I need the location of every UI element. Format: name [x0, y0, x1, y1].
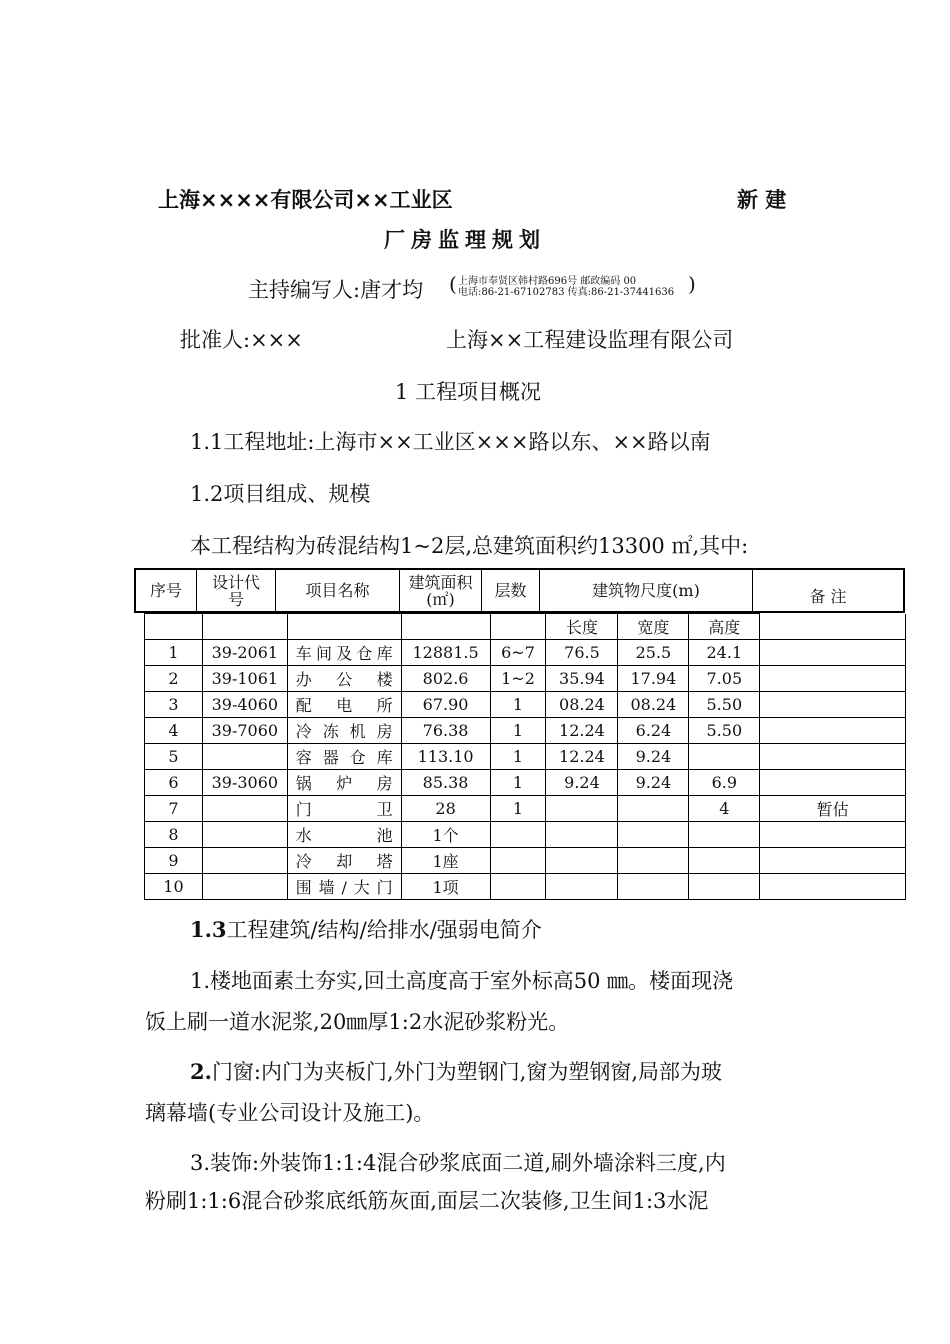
- table-row: [145, 692, 906, 718]
- section-1-3-number: 1.3: [190, 917, 227, 942]
- project-table: [144, 613, 906, 900]
- cell-height: 4: [689, 796, 760, 822]
- cell-name: 冷却塔: [287, 848, 401, 874]
- cell-area: 113.10: [401, 744, 490, 770]
- para-2-line1: [190, 1056, 722, 1086]
- para-2-number: 2.: [190, 1059, 212, 1084]
- cell-seq: 4: [145, 718, 203, 744]
- cell-height: [689, 744, 760, 770]
- title-line1-right: 新 建: [737, 188, 787, 212]
- cell-height: [689, 874, 760, 900]
- cell-remark: [760, 718, 906, 744]
- cell-floors: 1: [490, 692, 546, 718]
- table-row: [145, 718, 906, 744]
- cell-seq: 5: [145, 744, 203, 770]
- cell-width: 9.24: [618, 744, 689, 770]
- cell-name: 锅炉房: [287, 770, 401, 796]
- cell-floors: 1~2: [490, 666, 546, 692]
- cell-name: 围墙/大门: [287, 874, 401, 900]
- cell-code: [202, 744, 287, 770]
- cell-name: 冷冻机房: [287, 718, 401, 744]
- para-3-line2: 粉刷1:1:6混合砂浆底纸筋灰面,面层二次装修,卫生间1:3水泥: [145, 1189, 709, 1213]
- table-row: [145, 770, 906, 796]
- cell-width: 17.94: [618, 666, 689, 692]
- cell-area: 1座: [401, 848, 490, 874]
- table-row: [145, 874, 906, 900]
- cell-seq: 9: [145, 848, 203, 874]
- cell-remark: [760, 692, 906, 718]
- subheader-blank: [490, 614, 546, 640]
- cell-seq: 2: [145, 666, 203, 692]
- cell-area: 12881.5: [401, 640, 490, 666]
- cell-seq: 3: [145, 692, 203, 718]
- cell-floors: 6~7: [490, 640, 546, 666]
- cell-remark: [760, 770, 906, 796]
- cell-area: 67.90: [401, 692, 490, 718]
- header-remark: 备 注: [809, 587, 847, 606]
- cell-code: 39-4060: [202, 692, 287, 718]
- cell-width: [618, 796, 689, 822]
- cell-area: 28: [401, 796, 490, 822]
- cell-length: [546, 848, 618, 874]
- para-3-line1: 3.装饰:外装饰1:1:4混合砂浆底面二道,刷外墙涂料三度,内: [190, 1151, 726, 1175]
- editor-address-line1: 上海市奉贤区韩村路696号 邮政编码 00: [458, 276, 637, 287]
- header-height: 高度: [689, 614, 760, 640]
- header-area: 建筑面积(㎡): [400, 570, 482, 611]
- cell-seq: 10: [145, 874, 203, 900]
- cell-floors: 1: [490, 770, 546, 796]
- cell-width: 25.5: [618, 640, 689, 666]
- cell-code: [202, 796, 287, 822]
- para-1-line2: 饭上刷一道水泥浆,20㎜厚1:2水泥砂浆粉光。: [145, 1010, 570, 1034]
- cell-height: 6.9: [689, 770, 760, 796]
- cell-height: 5.50: [689, 692, 760, 718]
- cell-height: 7.05: [689, 666, 760, 692]
- cell-area: 76.38: [401, 718, 490, 744]
- section-1-3-heading: [190, 914, 542, 944]
- cell-length: 12.24: [546, 744, 618, 770]
- cell-length: 76.5: [546, 640, 618, 666]
- cell-seq: 6: [145, 770, 203, 796]
- section-intro: 本工程结构为砖混结构1~2层,总建筑面积约13300 ㎡,其中:: [190, 534, 749, 558]
- cell-name: 办公楼: [287, 666, 401, 692]
- cell-code: [202, 848, 287, 874]
- cell-floors: 1: [490, 718, 546, 744]
- table-body: [145, 640, 906, 900]
- cell-floors: [490, 874, 546, 900]
- cell-area: 85.38: [401, 770, 490, 796]
- cell-code: [202, 874, 287, 900]
- table-row: [145, 848, 906, 874]
- company-name: 上海××工程建设监理有限公司: [446, 328, 734, 352]
- subheader-row: [145, 614, 906, 640]
- cell-length: 35.94: [546, 666, 618, 692]
- section-1-3-title: 工程建筑/结构/给排水/强弱电简介: [226, 918, 542, 942]
- cell-remark: [760, 744, 906, 770]
- para-1-line1: 1.楼地面素土夯实,回土高度高于室外标高50 ㎜。楼面现浇: [190, 969, 734, 993]
- cell-height: [689, 848, 760, 874]
- cell-length: [546, 822, 618, 848]
- para-2-line2: 璃幕墙(专业公司设计及施工)。: [145, 1101, 435, 1125]
- table-row: [145, 666, 906, 692]
- cell-length: 9.24: [546, 770, 618, 796]
- table-row: [145, 822, 906, 848]
- header-floors: 层数: [482, 570, 540, 611]
- cell-code: 39-1061: [202, 666, 287, 692]
- subheader-blank: [287, 614, 401, 640]
- cell-remark: [760, 874, 906, 900]
- cell-name: 车间及仓库: [287, 640, 401, 666]
- cell-remark: [760, 640, 906, 666]
- cell-height: 5.50: [689, 718, 760, 744]
- cell-code: [202, 822, 287, 848]
- cell-code: 39-3060: [202, 770, 287, 796]
- cell-width: 6.24: [618, 718, 689, 744]
- para-2-text: 门窗:内门为夹板门,外门为塑钢门,窗为塑钢窗,局部为玻: [211, 1060, 723, 1084]
- cell-height: [689, 822, 760, 848]
- header-width: 宽度: [618, 614, 689, 640]
- editor-address-line2: 电话:86-21-67102783 传真:86-21-37441636: [458, 287, 675, 298]
- section-1-2: 1.2项目组成、规模: [190, 482, 371, 506]
- approver: 批准人:×××: [180, 328, 303, 352]
- cell-area: 802.6: [401, 666, 490, 692]
- subheader-blank: [202, 614, 287, 640]
- cell-width: [618, 848, 689, 874]
- cell-seq: 1: [145, 640, 203, 666]
- editor-paren-open: (: [449, 272, 457, 296]
- cell-length: 12.24: [546, 718, 618, 744]
- header-size: 建筑物尺度(m): [540, 570, 753, 611]
- cell-floors: [490, 848, 546, 874]
- title-line1-left: 上海××××有限公司××工业区: [158, 188, 453, 212]
- cell-seq: 7: [145, 796, 203, 822]
- cell-area: 1个: [401, 822, 490, 848]
- header-name: 项目名称: [276, 570, 400, 611]
- cell-seq: 8: [145, 822, 203, 848]
- cell-name: 配电所: [287, 692, 401, 718]
- cell-length: 08.24: [546, 692, 618, 718]
- editor-paren-close: ): [688, 272, 696, 296]
- cell-remark: [760, 666, 906, 692]
- cell-remark: [760, 848, 906, 874]
- cell-name: 容器仓库: [287, 744, 401, 770]
- subheader-blank: [760, 614, 906, 640]
- cell-width: [618, 822, 689, 848]
- cell-code: 39-2061: [202, 640, 287, 666]
- subheader-blank: [401, 614, 490, 640]
- cell-length: [546, 874, 618, 900]
- cell-floors: [490, 822, 546, 848]
- table-row: [145, 796, 906, 822]
- editor-address: [458, 276, 674, 298]
- header-code: 设计代号: [197, 570, 276, 611]
- header-length: 长度: [546, 614, 618, 640]
- cell-height: 24.1: [689, 640, 760, 666]
- cell-length: [546, 796, 618, 822]
- editor-label: 主持编写人:唐才均: [248, 278, 424, 302]
- cell-floors: 1: [490, 796, 546, 822]
- section-1-1: 1.1工程地址:上海市××工业区×××路以东、××路以南: [190, 430, 711, 454]
- table-header: [134, 568, 905, 613]
- table-row: [145, 640, 906, 666]
- cell-width: 9.24: [618, 770, 689, 796]
- section-1-heading: 1 工程项目概况: [395, 380, 542, 404]
- cell-width: 08.24: [618, 692, 689, 718]
- cell-width: [618, 874, 689, 900]
- table-row: [145, 744, 906, 770]
- cell-remark: [760, 822, 906, 848]
- cell-name: 门卫: [287, 796, 401, 822]
- cell-remark: 暂估: [760, 796, 906, 822]
- cell-code: 39-7060: [202, 718, 287, 744]
- title-line2: 厂房监理规划: [384, 228, 546, 252]
- subheader-blank: [145, 614, 203, 640]
- header-seq: 序号: [136, 570, 197, 611]
- cell-floors: 1: [490, 744, 546, 770]
- cell-name: 水池: [287, 822, 401, 848]
- cell-area: 1项: [401, 874, 490, 900]
